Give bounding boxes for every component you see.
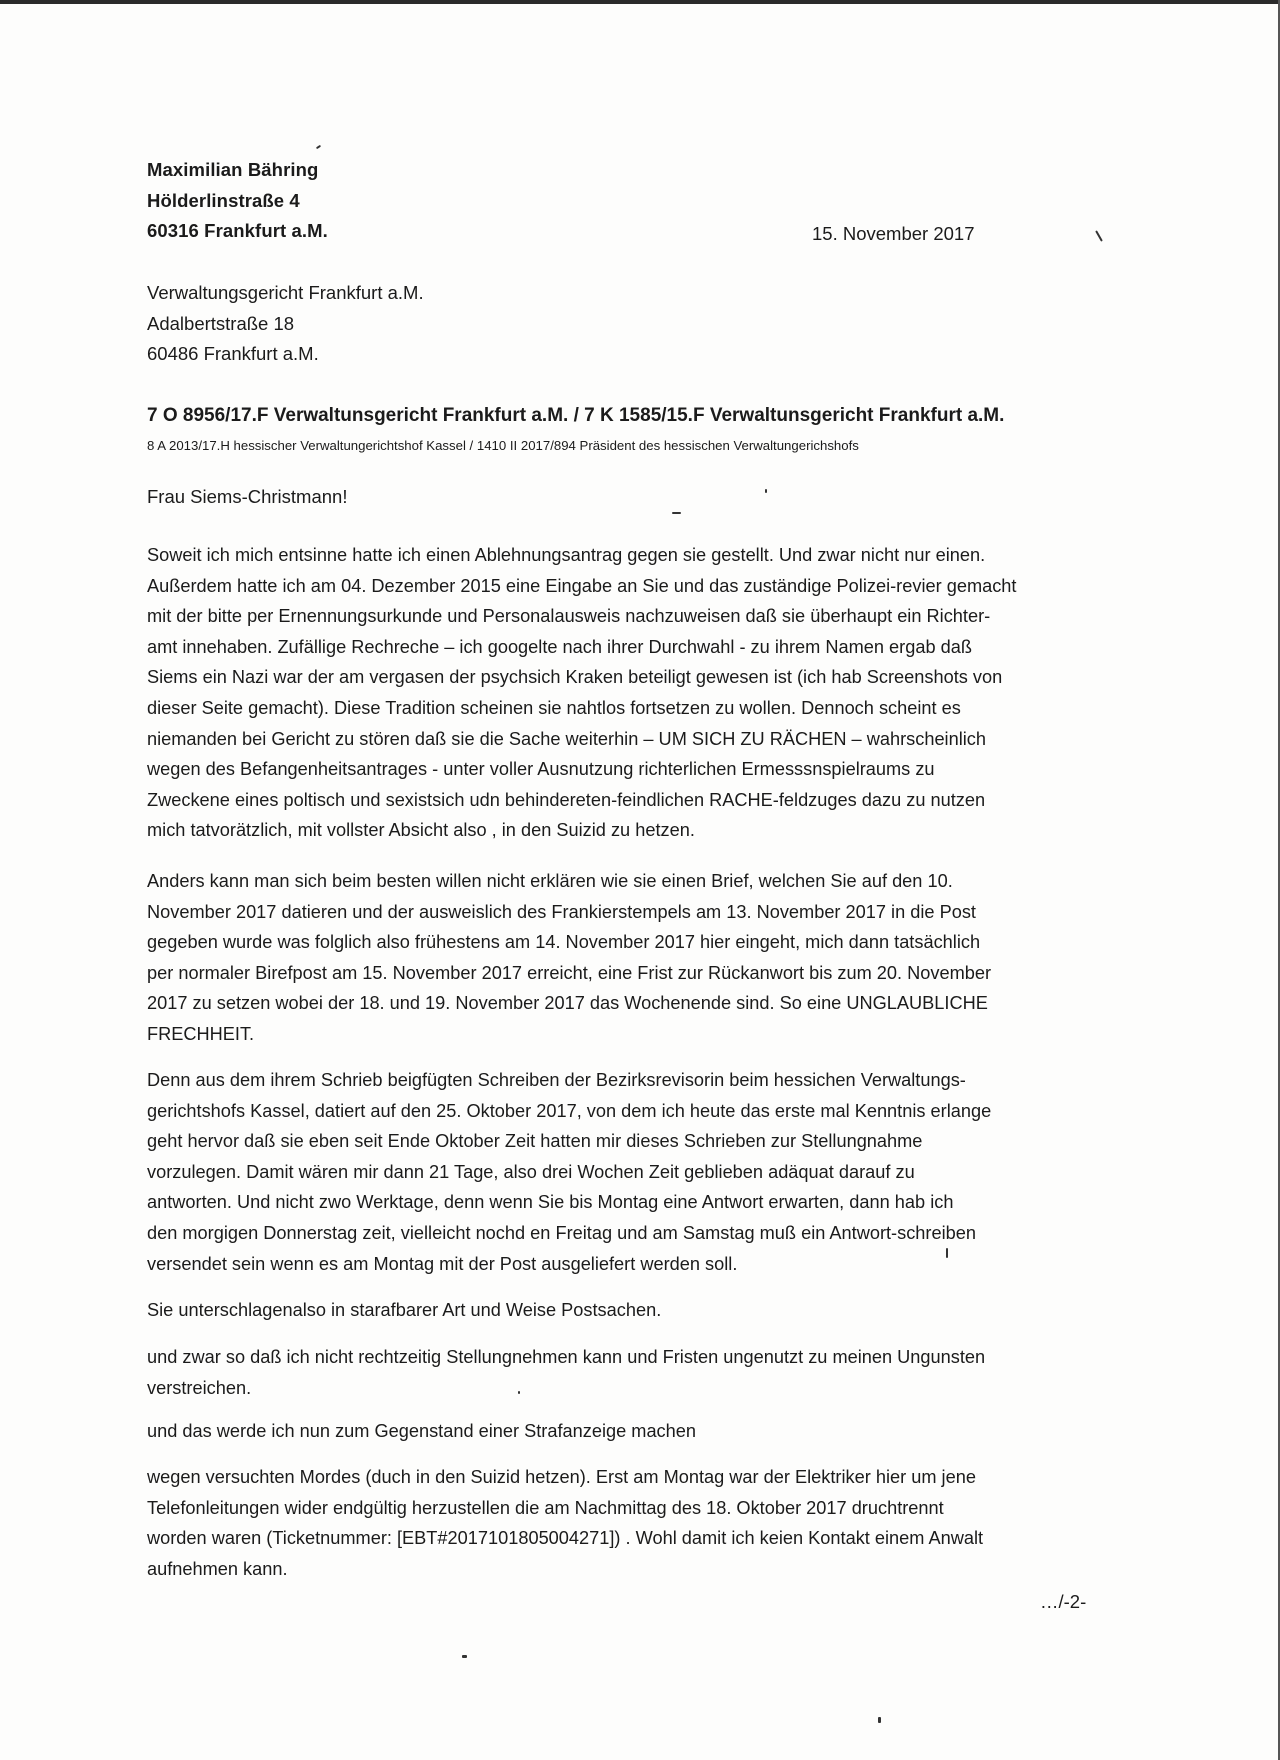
text-line: FRECHHEIT. xyxy=(147,1023,255,1044)
paragraph-1 xyxy=(147,540,1107,846)
scan-speck xyxy=(672,512,681,514)
sender-name: Maximilian Bähring xyxy=(147,159,319,180)
text-line: aufnehmen kann. xyxy=(147,1558,288,1579)
text-line: per normaler Birefpost am 15. November 2017 erreicht, eine Frist zur Rückanwort bis zum 20. November xyxy=(147,962,992,983)
scan-top-edge xyxy=(0,0,1280,4)
text-line: wegen des Befangenheitsantrages - unter voller Ausnutzung richterlichen Ermesssnspielraums zu xyxy=(147,759,935,780)
text-line: dieser Seite gemacht). Diese Tradition scheinen sie nahtlos fortsetzen zu wollen. Dennoch scheint es xyxy=(147,697,961,718)
text-line: Außerdem hatte ich am 04. Dezember 2015 eine Eingabe an Sie und das zuständige Polizei-revier gemacht xyxy=(147,575,1017,596)
sender-street: Hölderlinstraße 4 xyxy=(147,189,300,211)
case-reference-main: 7 O 8956/17.F Verwaltunsgericht Frankfurt a.M. / 7 K 1585/15.F Verwaltunsgericht Frankfurt a.M. xyxy=(147,405,1005,426)
text-line: wegen versuchten Mordes (duch in den Suizid hetzen). Erst am Montag war der Elektriker hier um jene xyxy=(147,1467,976,1487)
recipient-name: Verwaltungsgericht Frankfurt a.M. xyxy=(147,282,424,303)
scan-speck xyxy=(1095,230,1103,241)
text-line: niemanden bei Gericht zu stören daß sie die Sache weiterhin – UM SICH ZU RÄCHEN – wahrscheinlich xyxy=(147,728,987,749)
text-line: gerichtshofs Kassel, datiert auf den 25. Oktober 2017, von dem ich heute das erste mal Kenntnis erlange xyxy=(147,1100,992,1121)
text-line: amt innehaben. Zufällige Rechreche – ich googelte nach ihrer Durchwahl - zu ihrem Namen ergab daß xyxy=(147,636,972,657)
recipient-address xyxy=(147,278,424,370)
text-line: Anders kann man sich beim besten willen nicht erklären wie sie einen Brief, welchen Sie auf den 10. xyxy=(147,871,953,891)
text-line: Zweckene eines poltisch und sexistsich udn behindereten-feindlichen RACHE-feldzuges dazu zu nutzen xyxy=(147,789,986,810)
text-line: 2017 zu setzen wobei der 18. und 19. November 2017 das Wochenende sind. So eine UNGLAUBLICHE xyxy=(147,993,988,1014)
text-line: und zwar so daß ich nicht rechtzeitig Stellungnehmen kann und Fristen ungenutzt zu meinen Ungunsten xyxy=(147,1347,986,1367)
sender-address xyxy=(147,155,328,247)
scan-speck xyxy=(946,1248,948,1258)
text-line: mich tatvorätzlich, mit vollster Absicht also , in den Suizid zu hetzen. xyxy=(147,820,695,841)
text-line: geht hervor daß sie eben seit Ende Oktober Zeit hatten mir dieses Schrieben zur Stellungnahme xyxy=(147,1131,923,1152)
text-line: Siems ein Nazi war der am vergasen der psychsich Kraken beteiligt gewesen ist (ich hab Screenshots von xyxy=(147,667,1003,688)
text-line: vorzulegen. Damit wären mir dann 21 Tage, also drei Wochen Zeit geblieben adäquat darauf zu xyxy=(147,1161,915,1182)
recipient-street: Adalbertstraße 18 xyxy=(147,312,295,334)
letter-date: 15. November 2017 xyxy=(812,223,975,244)
text-line: versendet sein wenn es am Montag mit der Post ausgeliefert werden soll. xyxy=(147,1253,738,1274)
scan-speck xyxy=(765,489,767,493)
text-line: Sie unterschlagenalso in starafbarer Art und Weise Postsachen. xyxy=(147,1300,662,1320)
text-line: und das werde ich nun zum Gegenstand einer Strafanzeige machen xyxy=(147,1421,696,1441)
paragraph-4 xyxy=(147,1295,1107,1326)
sender-city: 60316 Frankfurt a.M. xyxy=(147,220,328,241)
scan-speck xyxy=(878,1717,881,1723)
scan-speck xyxy=(462,1655,467,1658)
paragraph-2 xyxy=(147,866,1107,1050)
paragraph-5 xyxy=(147,1342,1107,1403)
text-line: Denn aus dem ihrem Schrieb beigfügten Schreiben der Bezirksrevisorin beim hessichen Verwaltungs- xyxy=(147,1070,966,1090)
text-line: worden waren (Ticketnummer: [EBT#2017101805004271]) . Wohl damit ich keien Kontakt einem Anwalt xyxy=(147,1528,984,1549)
text-line: Soweit ich mich entsinne hatte ich einen Ablehnungsantrag gegen sie gestellt. Und zwar nicht nur einen. xyxy=(147,545,986,565)
salutation: Frau Siems-Christmann! xyxy=(147,486,348,507)
paragraph-6 xyxy=(147,1416,1107,1447)
page-continuation-marker: …/-2- xyxy=(1040,1591,1087,1612)
scan-speck xyxy=(518,1391,520,1394)
paragraph-7 xyxy=(147,1462,1107,1584)
text-line: gegeben wurde was folglich also frühestens am 14. November 2017 hier eingeht, mich dann tatsächlich xyxy=(147,932,981,953)
text-line: November 2017 datieren und der ausweislich des Frankierstempels am 13. November 2017 in die Post xyxy=(147,901,976,922)
paragraph-3 xyxy=(147,1065,1107,1279)
text-line: den morgigen Donnerstag zeit, vielleicht nochd en Freitag und am Samstag muß ein Antwort-schreiben xyxy=(147,1222,976,1243)
recipient-city: 60486 Frankfurt a.M. xyxy=(147,343,319,364)
text-line: verstreichen. xyxy=(147,1377,252,1398)
text-line: antworten. Und nicht zwo Werktage, denn wenn Sie bis Montag eine Antwort erwarten, dann hab ich xyxy=(147,1192,954,1213)
text-line: mit der bitte per Ernennungsurkunde und Personalausweis nachzuweisen daß sie überhaupt ein Richter- xyxy=(147,606,991,627)
case-reference-sub: 8 A 2013/17.H hessischer Verwaltungerichtshof Kassel / 1410 II 2017/894 Präsident des hessischen Verwaltungerichshofs xyxy=(147,438,859,453)
text-line: Telefonleitungen wider endgültig herzustellen die am Nachmittag des 18. Oktober 2017 druchtrennt xyxy=(147,1497,944,1518)
scan-speck xyxy=(316,145,321,150)
